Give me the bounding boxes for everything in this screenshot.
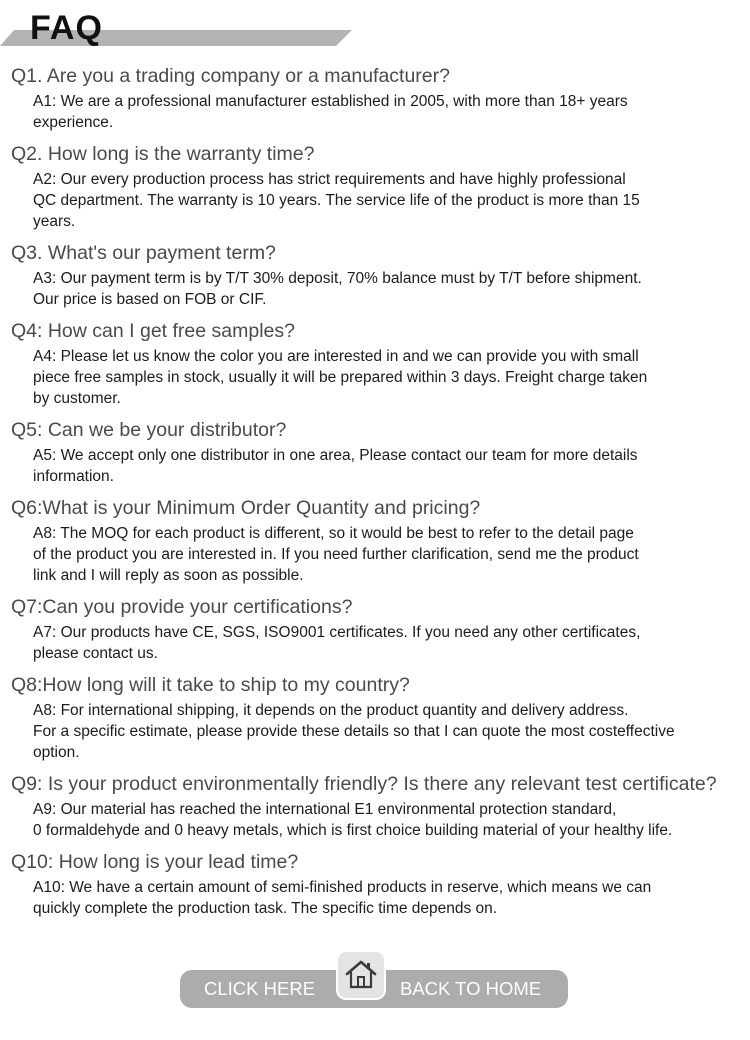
answer: A8: The MOQ for each product is different, so it would be best to refer to the detail page of the product you are interested in. If you need further clarification, send me the product link and I will reply as soon as possible. [33,525,639,584]
faq-item-7 [0,595,750,664]
faq-item-3 [0,241,750,310]
faq-item-2 [0,142,750,232]
question: Q10: How long is your lead time? [11,851,299,873]
click-here-label[interactable]: CLICK HERE [204,978,316,999]
back-to-home-label[interactable]: BACK TO HOME [400,978,542,999]
question: Q8:How long will it take to ship to my country? [11,674,410,696]
faq-item-4 [0,319,750,409]
answer: A4: Please let us know the color you are interested in and we can provide you with small piece free samples in stock, usually it will be prepared within 3 days. Freight charge taken by customer. [33,348,648,407]
answer: A1: We are a professional manufacturer established in 2005, with more than 18+ years experience. [33,93,628,131]
page-title: FAQ [30,9,103,47]
house-icon[interactable] [338,952,384,998]
faq-item-9 [0,772,750,841]
question: Q9: Is your product environmentally friendly? Is there any relevant test certificate? [11,773,717,795]
faq-list [0,64,750,928]
question: Q2. How long is the warranty time? [11,143,315,165]
faq-header [0,0,750,50]
question: Q4: How can I get free samples? [11,320,295,342]
question: Q1. Are you a trading company or a manufacturer? [11,65,450,87]
answer: A7: Our products have CE, SGS, ISO9001 certificates. If you need any other certificates, please contact us. [33,624,641,662]
answer: A2: Our every production process has strict requirements and have highly professional QC department. The warranty is 10 years. The service life of the product is more than 15 years. [33,171,640,230]
faq-item-5 [0,418,750,487]
faq-item-6 [0,496,750,586]
faq-item-10 [0,850,750,919]
question: Q5: Can we be your distributor? [11,419,287,441]
faq-item-8 [0,673,750,763]
answer: A5: We accept only one distributor in one area, Please contact our team for more details information. [33,447,638,485]
question: Q6:What is your Minimum Order Quantity and pricing? [11,497,481,519]
question: Q7:Can you provide your certifications? [11,596,353,618]
answer: A3: Our payment term is by T/T 30% deposit, 70% balance must by T/T before shipment. Our price is based on FOB or CIF. [33,270,642,308]
faq-item-1 [0,64,750,133]
answer: A8: For international shipping, it depends on the product quantity and delivery address. For a specific estimate, please provide these details so that I can quote the most costeffective option. [33,702,675,761]
answer: A9: Our material has reached the international E1 environmental protection standard, 0 formaldehyde and 0 heavy metals, which is first choice building material of your healthy life. [33,801,673,839]
answer: A10: We have a certain amount of semi-finished products in reserve, which means we can quickly complete the production task. The specific time depends on. [33,879,652,917]
question: Q3. What's our payment term? [11,242,276,264]
